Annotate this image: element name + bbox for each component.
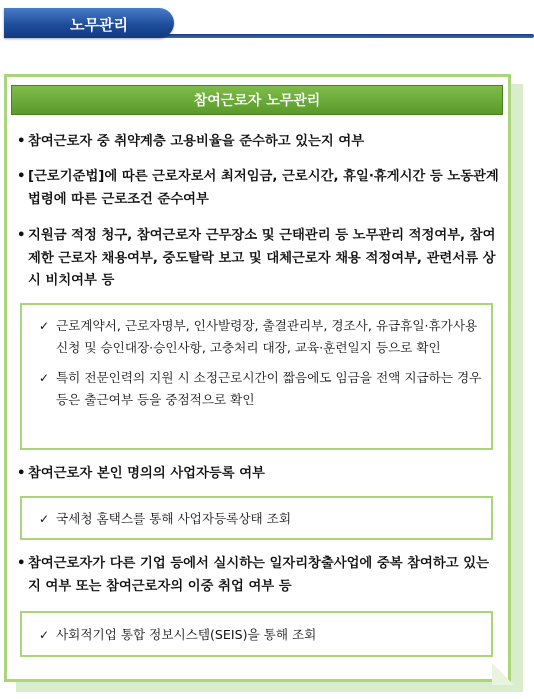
bullet-marker: •	[17, 228, 26, 243]
bullet-item	[17, 131, 501, 154]
page-fold-corner	[492, 663, 514, 685]
check-icon: ✓	[39, 371, 50, 385]
check-icon: ✓	[39, 512, 50, 526]
check-box	[20, 611, 493, 657]
check-text: 근로계약서, 근로자명부, 인사발령장, 출결관리부, 경조사, 유급휴일·휴가사용 신청 및 승인대장·승인사항, 고충처리 대장, 교육·훈련일지 등으로 확인	[56, 318, 478, 355]
check-text: 사회적기업 통합 정보시스템(SEIS)을 통해 조회	[56, 627, 317, 642]
bullet-text: 참여근로자 본인 명의의 사업자등록 여부	[28, 466, 265, 481]
header-rule	[120, 34, 534, 38]
check-text: 특히 전문인력의 지원 시 소정근로시간이 짧음에도 임금을 전액 지급하는 경우 등은 출근여부 등을 중점적으로 확인	[56, 370, 482, 407]
check-item	[22, 367, 491, 411]
bullet-marker: •	[17, 556, 26, 571]
bullet-text: 참여근로자 중 취약계층 고용비율을 준수하고 있는지 여부	[28, 134, 365, 149]
bullet-text: [근로기준법]에 따른 근로자로서 최저임금, 근로시간, 휴일·휴게시간 등 노동관계법령에 따른 근로조건 준수여부	[28, 169, 499, 207]
panel-title-bar	[11, 85, 503, 115]
bullet-text: 참여근로자가 다른 기업 등에서 실시하는 일자리창출사업에 중복 참여하고 있는지 여부 또는 참여근로자의 이중 취업 여부 등	[28, 556, 489, 594]
bullet-text: 지원금 적정 청구, 참여근로자 근무장소 및 근태관리 등 노무관리 적정여부, 참여제한 근로자 채용여부, 중도탈락 보고 및 대체근로자 채용 적정여부, 관련서류 상시 비치여부 등	[28, 228, 496, 288]
check-box	[20, 303, 493, 450]
panel-title: 참여근로자 노무관리	[193, 93, 321, 109]
check-icon: ✓	[39, 628, 50, 642]
header-pill	[4, 8, 174, 38]
check-icon: ✓	[39, 319, 50, 333]
check-text: 국세청 홈택스를 통해 사업자등록상태 조회	[56, 511, 291, 526]
check-item	[22, 508, 491, 530]
bullet-item	[17, 463, 501, 486]
bullet-item	[17, 553, 501, 598]
check-box	[20, 496, 493, 540]
check-item	[22, 624, 491, 646]
bullet-item	[17, 166, 501, 211]
bullet-marker: •	[17, 466, 26, 481]
bullet-marker: •	[17, 134, 26, 149]
header-title: 노무관리	[70, 16, 128, 34]
bullet-marker: •	[17, 169, 26, 184]
section-header	[0, 4, 534, 38]
check-item	[22, 315, 491, 359]
bullet-item	[17, 225, 501, 293]
